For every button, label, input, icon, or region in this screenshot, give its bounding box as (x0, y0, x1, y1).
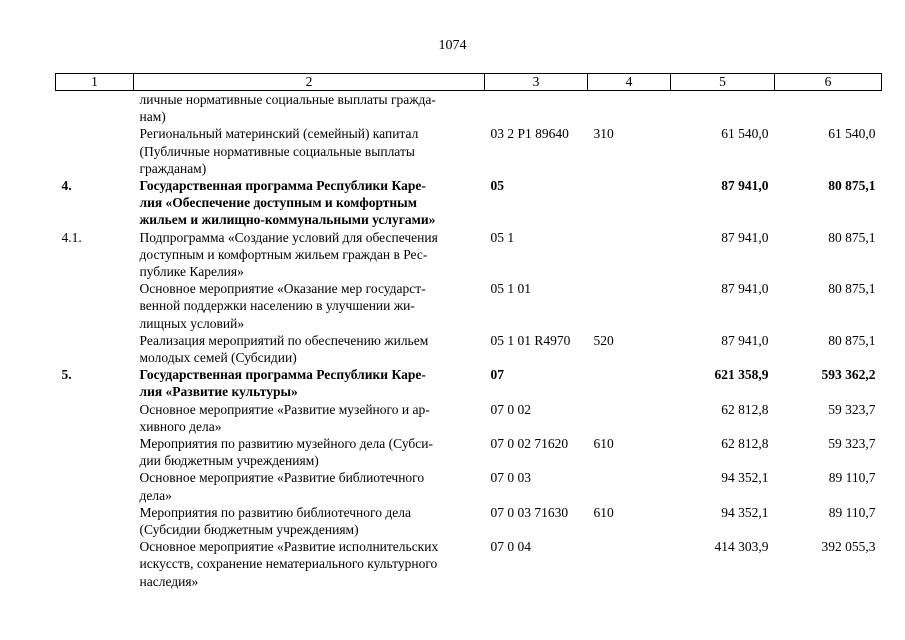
column-header-2: 2 (134, 74, 485, 91)
row-code: 07 0 02 (490, 401, 531, 417)
row-expense-type (588, 469, 671, 503)
row-amount-5: 414 303,9 (714, 539, 769, 555)
table-row (56, 125, 882, 177)
row-code: 05 1 01 (490, 281, 531, 297)
row-name: Основное мероприятие «Развитие музейного и ар- хивного дела» (139, 401, 430, 434)
row-amount-5: 62 812,8 (721, 436, 769, 452)
row-code: 07 0 02 71620 (490, 436, 569, 452)
table-header-row (56, 74, 882, 91)
row-number (56, 538, 134, 590)
row-amount-5: 87 941,0 (721, 178, 769, 194)
row-expense-type (588, 91, 671, 126)
row-amount-6: 392 055,3 (821, 539, 876, 555)
table-row (56, 435, 882, 469)
table-row (56, 91, 882, 126)
row-amount-5: 94 352,1 (721, 470, 769, 486)
row-expense-type (588, 177, 671, 229)
row-code: 07 (490, 367, 504, 383)
row-name: Основное мероприятие «Оказание мер государст- венной поддержки населению в улучшении жи- лищных условий» (139, 281, 426, 331)
row-amount-6: 89 110,7 (828, 504, 876, 520)
row-amount-5: 87 941,0 (721, 229, 769, 245)
row-number (56, 469, 134, 503)
row-name: Подпрограмма «Создание условий для обеспечения доступным и комфортным жильем граждан в Рес- публике Карелия» (139, 229, 438, 280)
row-amount-6: 61 540,0 (828, 126, 876, 142)
row-number (56, 280, 134, 332)
row-name: Реализация мероприятий по обеспечению жильем молодых семей (Субсидии) (139, 332, 429, 366)
row-number (56, 332, 134, 366)
row-number (56, 125, 134, 177)
column-header-3: 3 (485, 74, 588, 91)
row-amount-6: 80 875,1 (828, 281, 876, 297)
column-header-6: 6 (775, 74, 882, 91)
row-name: Основное мероприятие «Развитие библиотечного дела» (139, 470, 425, 503)
row-number (56, 435, 134, 469)
row-expense-type: 610 (593, 504, 614, 520)
table-row (56, 504, 882, 538)
row-amount-6: 89 110,7 (828, 470, 876, 486)
table-row (56, 538, 882, 590)
budget-table (55, 73, 882, 590)
row-amount-5: 621 358,9 (714, 367, 769, 383)
row-name: личные нормативные социальные выплаты гражда- нам) (139, 92, 436, 125)
table-row (56, 332, 882, 366)
row-code: 07 0 03 71630 (490, 504, 569, 520)
row-expense-type (588, 229, 671, 281)
row-number (56, 504, 134, 538)
row-expense-type (588, 366, 671, 400)
row-amount-5: 87 941,0 (721, 281, 769, 297)
row-number (56, 401, 134, 435)
row-code: 03 2 P1 89640 (490, 126, 569, 142)
row-expense-type (588, 280, 671, 332)
row-number (56, 91, 134, 126)
row-number: 4. (61, 178, 72, 194)
row-amount-6: 80 875,1 (828, 332, 876, 348)
row-name: Мероприятия по развитию библиотечного дела (Субсидии бюджетным учреждениям) (139, 504, 411, 538)
table-row (56, 280, 882, 332)
row-code: 07 0 03 (490, 470, 531, 486)
table-body (56, 91, 882, 590)
row-code: 05 (490, 178, 504, 194)
column-header-5: 5 (671, 74, 775, 91)
row-code (485, 91, 588, 126)
row-code: 05 1 (490, 229, 515, 245)
row-amount-5: 61 540,0 (721, 126, 769, 142)
column-header-1: 1 (56, 74, 134, 91)
row-amount-5: 62 812,8 (721, 401, 769, 417)
column-header-4: 4 (588, 74, 671, 91)
row-amount-6: 80 875,1 (828, 178, 876, 194)
row-amount-6: 59 323,7 (828, 436, 876, 452)
row-name: Основное мероприятие «Развитие исполнительских искусств, сохранение нематериального культурного наследия» (139, 539, 439, 589)
table-row (56, 177, 882, 229)
row-expense-type (588, 401, 671, 435)
table-row (56, 229, 882, 281)
row-name: Государственная программа Республики Каре- лия «Обеспечение доступным и комфортным жильем и жилищно-коммунальными услугами» (139, 178, 436, 228)
table-row (56, 401, 882, 435)
row-amount-6: 59 323,7 (828, 401, 876, 417)
row-name: Региональный материнский (семейный) капитал (Публичные нормативные социальные выплаты гражданам) (139, 126, 419, 176)
row-number: 5. (61, 367, 72, 383)
page-number: 1074 (438, 38, 467, 53)
row-code: 05 1 01 R4970 (490, 332, 571, 348)
row-amount-5: 87 941,0 (721, 332, 769, 348)
row-amount-5 (671, 91, 775, 126)
row-number: 4.1. (61, 229, 82, 245)
row-code: 07 0 04 (490, 539, 531, 555)
row-name: Мероприятия по развитию музейного дела (Субси- дии бюджетным учреждениям) (139, 436, 433, 469)
table-row (56, 366, 882, 400)
table-row (56, 469, 882, 503)
row-amount-6 (775, 91, 882, 126)
row-amount-6: 80 875,1 (828, 229, 876, 245)
row-amount-6: 593 362,2 (821, 367, 876, 383)
row-expense-type: 610 (593, 436, 614, 452)
row-expense-type: 520 (593, 332, 614, 348)
row-expense-type (588, 538, 671, 590)
row-amount-5: 94 352,1 (721, 504, 769, 520)
row-expense-type: 310 (593, 126, 614, 142)
row-name: Государственная программа Республики Каре- лия «Развитие культуры» (139, 367, 426, 400)
